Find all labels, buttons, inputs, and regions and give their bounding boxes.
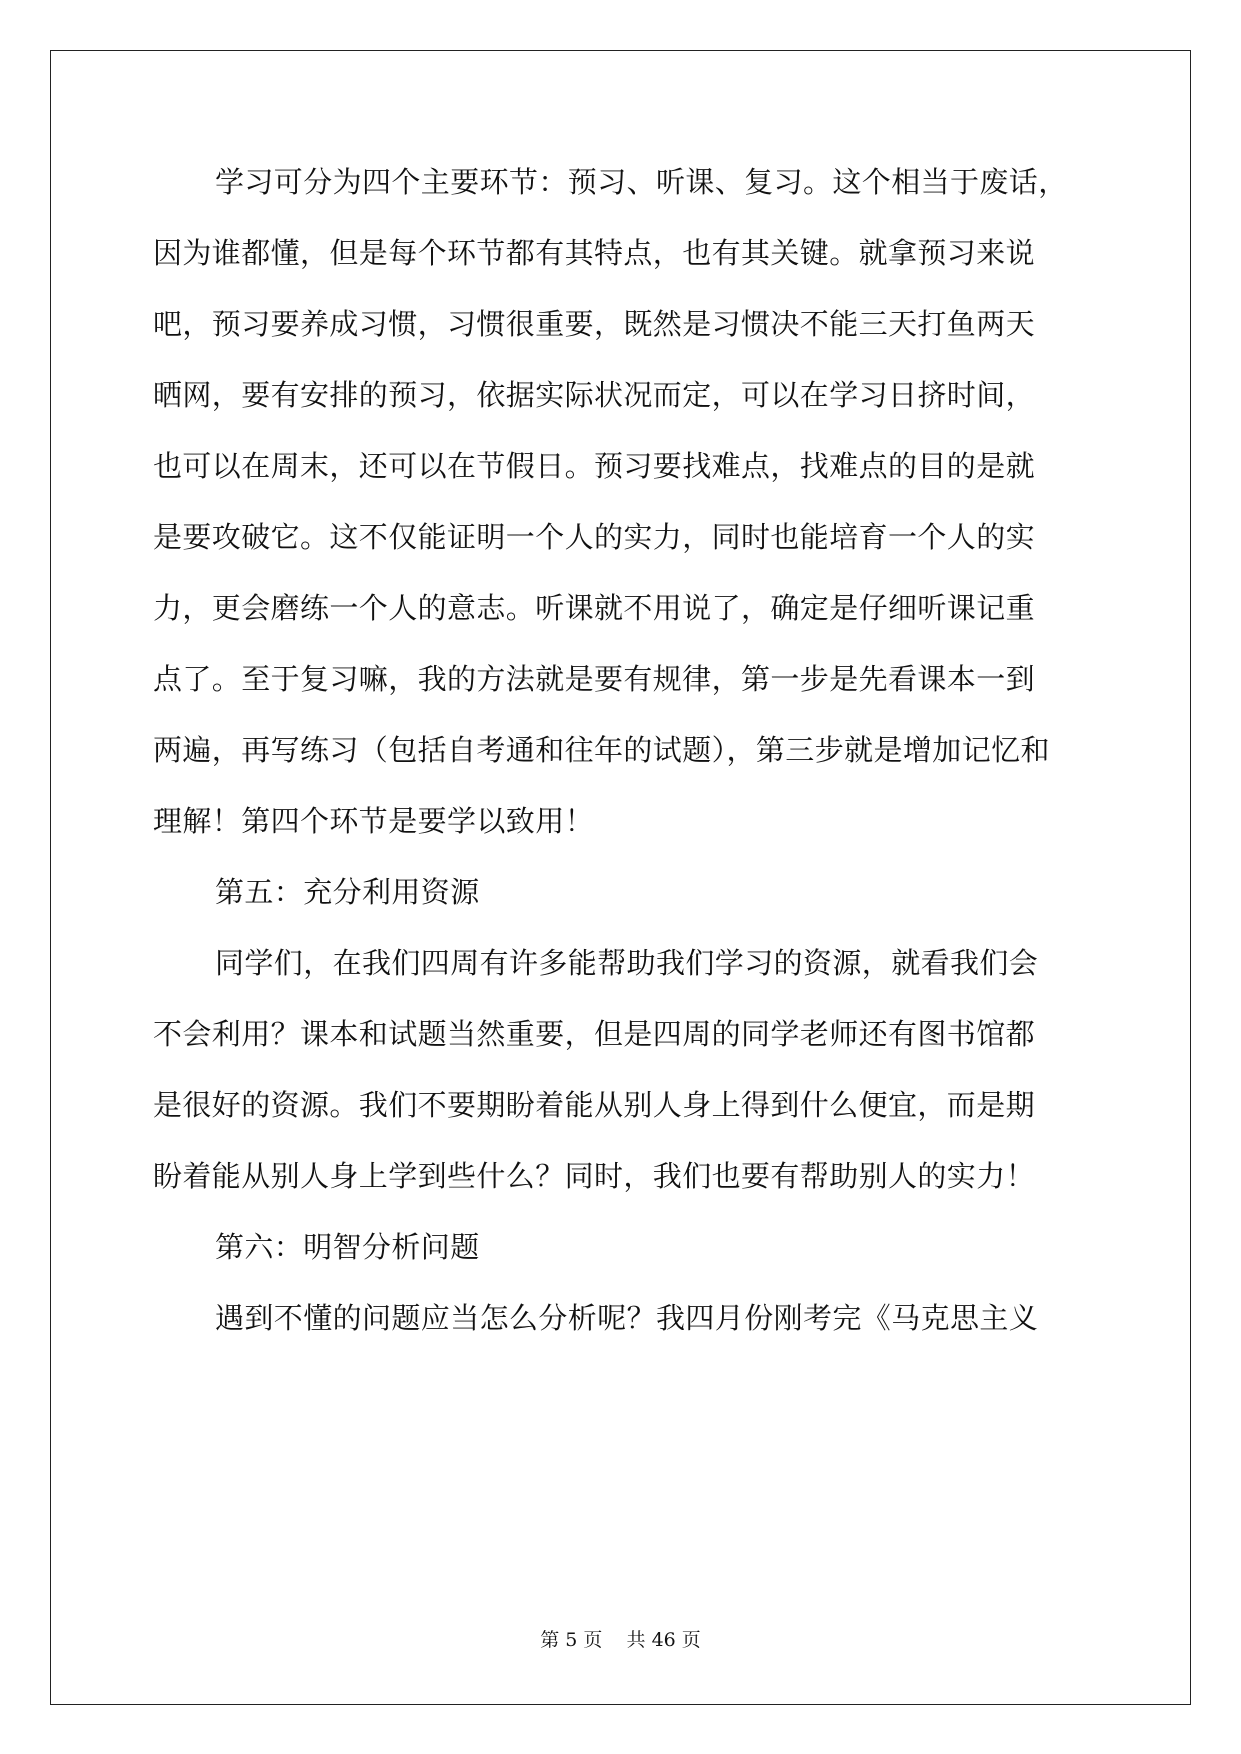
text-line: 吧，预习要养成习惯，习惯很重要，既然是习惯决不能三天打鱼两天 bbox=[153, 307, 1036, 341]
text-line: 两遍，再写练习（包括自考通和往年的试题），第三步就是增加记忆和 bbox=[153, 733, 1050, 767]
text-line: 学习可分为四个主要环节：预习、听课、复习。这个相当于废话， bbox=[215, 165, 1068, 199]
section-heading: 第六：明智分析问题 bbox=[215, 1230, 480, 1264]
text-line: 理解！第四个环节是要学以致用！ bbox=[153, 804, 595, 838]
section-heading: 第五：充分利用资源 bbox=[215, 875, 480, 909]
text-line: 同学们，在我们四周有许多能帮助我们学习的资源，就看我们会 bbox=[215, 946, 1039, 980]
text-line: 盼着能从别人身上学到些什么？同时，我们也要有帮助别人的实力！ bbox=[153, 1159, 1036, 1193]
text-line: 因为谁都懂，但是每个环节都有其特点，也有其关键。就拿预习来说 bbox=[153, 236, 1036, 270]
page-number-footer: 第 5 页 共 46 页 bbox=[540, 1629, 701, 1651]
text-line: 也可以在周末，还可以在节假日。预习要找难点，找难点的目的是就 bbox=[153, 449, 1036, 483]
text-line: 是要攻破它。这不仅能证明一个人的实力，同时也能培育一个人的实 bbox=[153, 520, 1036, 554]
text-line: 遇到不懂的问题应当怎么分析呢？我四月份刚考完《马克思主义 bbox=[215, 1301, 1039, 1335]
text-line: 不会利用？课本和试题当然重要，但是四周的同学老师还有图书馆都 bbox=[153, 1017, 1036, 1051]
text-line: 晒网，要有安排的预习，依据实际状况而定，可以在学习日挤时间， bbox=[153, 378, 1036, 412]
text-line: 是很好的资源。我们不要期盼着能从别人身上得到什么便宜，而是期 bbox=[153, 1088, 1036, 1122]
text-line: 力，更会磨练一个人的意志。听课就不用说了，确定是仔细听课记重 bbox=[153, 591, 1036, 625]
text-line: 点了。至于复习嘛，我的方法就是要有规律，第一步是先看课本一到 bbox=[153, 662, 1036, 696]
